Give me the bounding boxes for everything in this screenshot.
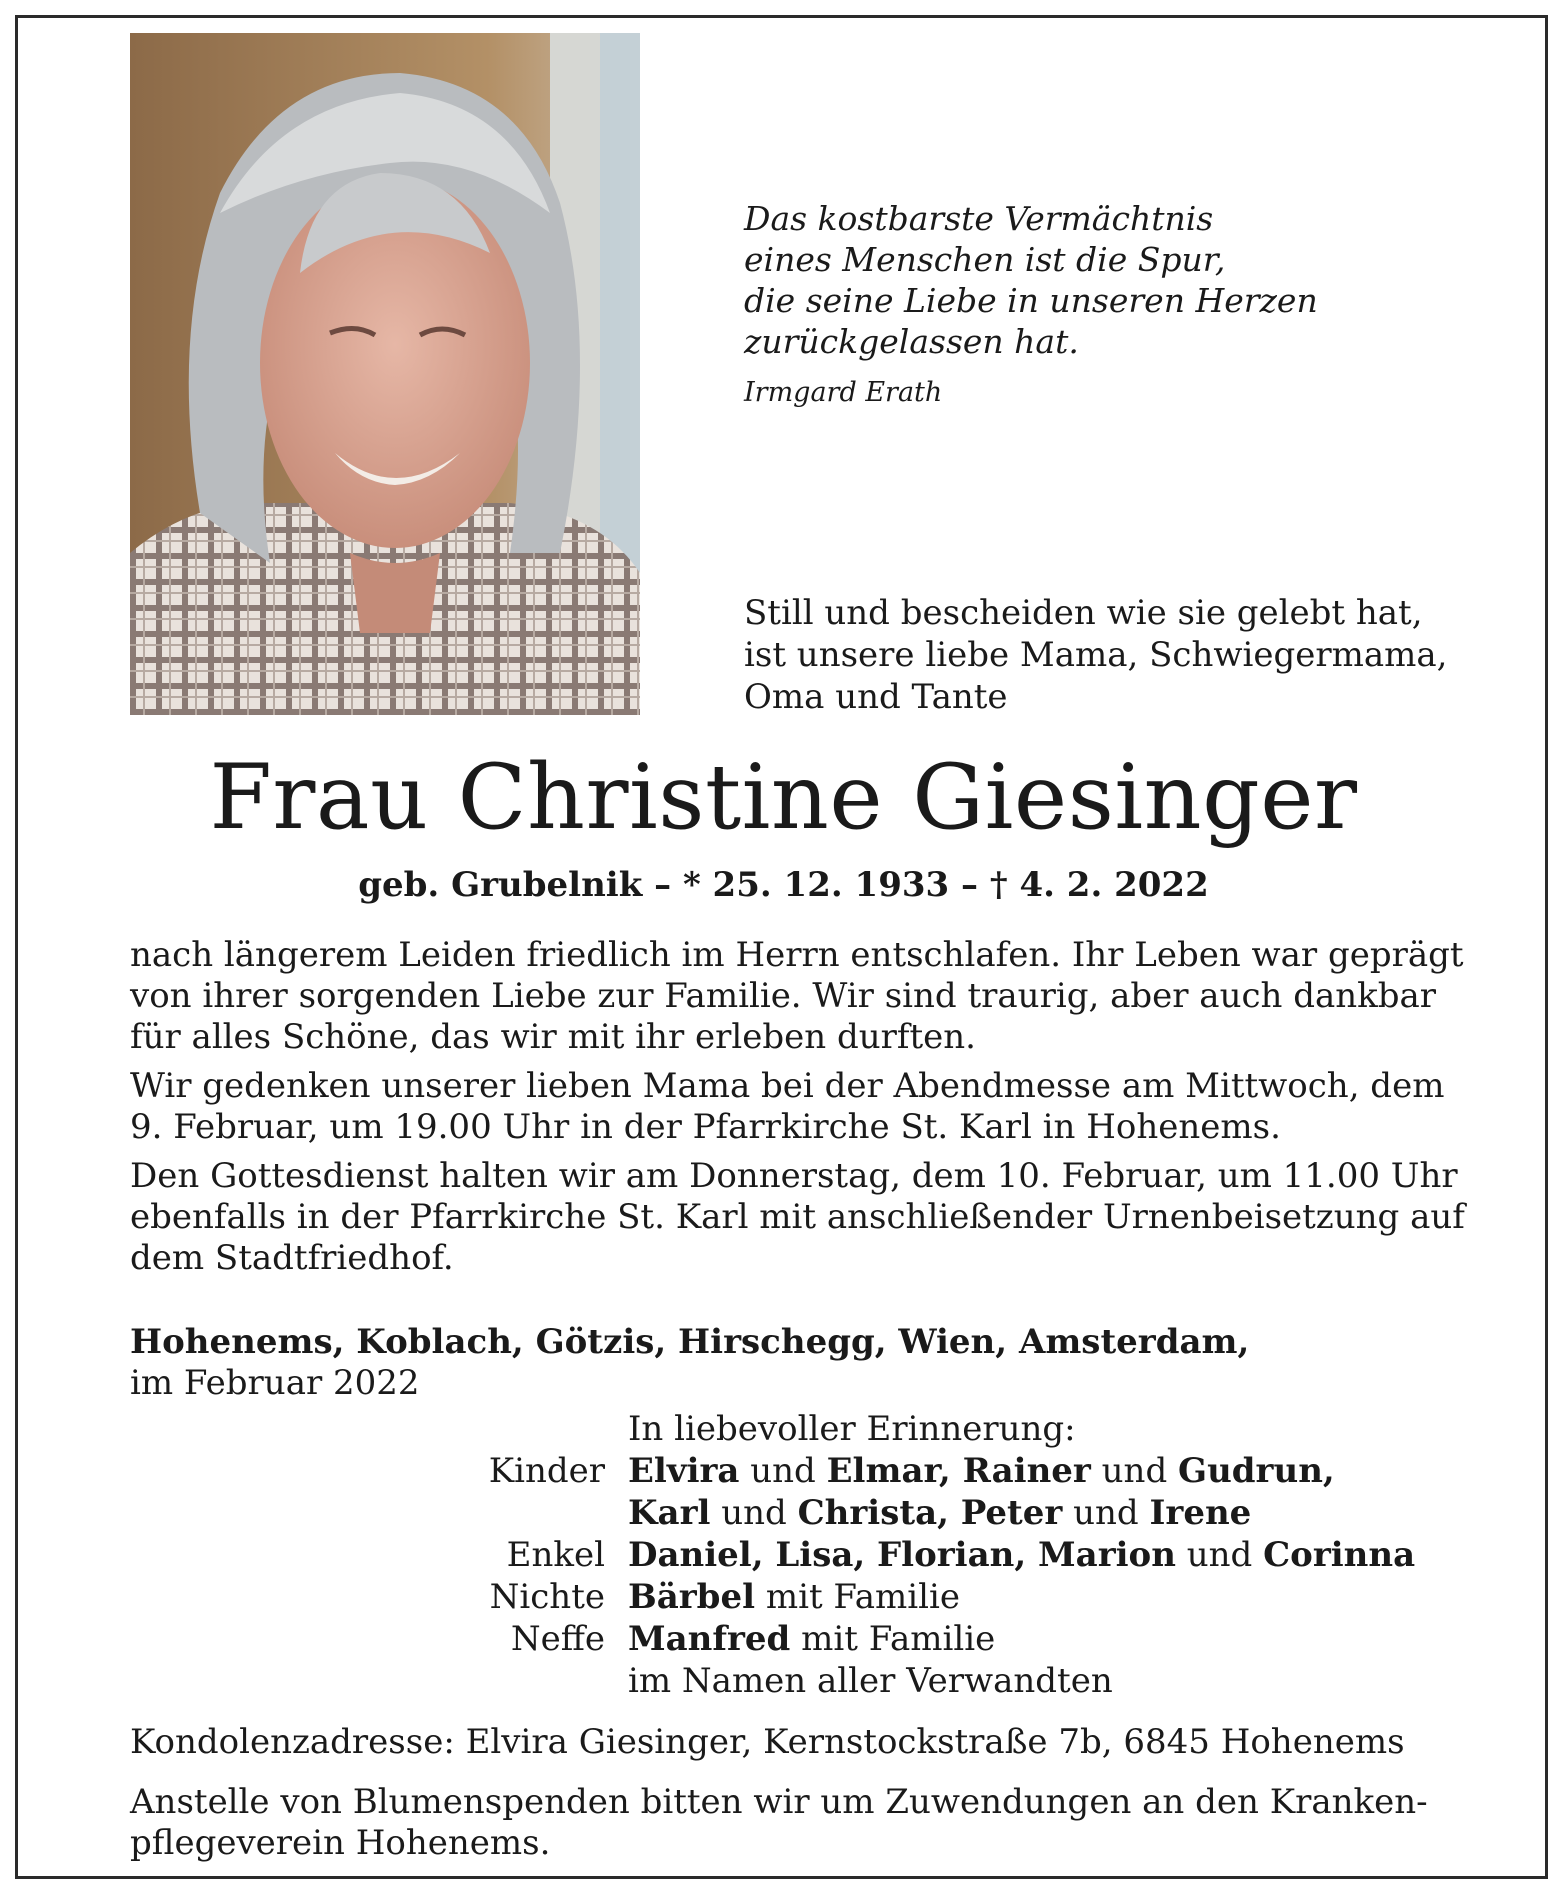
family-row-children-2 (0, 1492, 1567, 1534)
paragraph-line: Wir gedenken unserer lieben Mama bei der Abendmesse am Mittwoch, dem (130, 1066, 1445, 1106)
quote-line: die seine Liebe in unseren Herzen (744, 281, 1318, 320)
notice-body (130, 935, 1465, 1287)
connector-word: und (739, 1451, 827, 1491)
intro-line: ist unsere liebe Mama, Schwiegermama, (744, 635, 1448, 675)
intro-line: Still und bescheiden wie sie gelebt hat, (744, 593, 1423, 633)
connector-word: und (1062, 1493, 1150, 1533)
connector-word: mit Familie (790, 1619, 996, 1659)
family-row-niece (0, 1576, 1567, 1618)
paragraph-line: für alles Schöne, das wir mit ihr erleben durften. (130, 1017, 976, 1057)
family-name: Daniel, Lisa, Florian, Marion (628, 1535, 1176, 1575)
donation-line: pflegeverein Hohenems. (130, 1823, 551, 1863)
places-and-date (130, 1322, 1249, 1404)
quote-author: Irmgard Erath (744, 377, 943, 408)
family-name: Corinna (1263, 1535, 1416, 1575)
family-closing-row (0, 1660, 1567, 1702)
connector-word: und (710, 1493, 798, 1533)
family-closing: im Namen aller Verwandten (628, 1661, 1113, 1701)
family-name: Elmar, Rainer (826, 1451, 1091, 1491)
donation-line: Anstelle von Blumenspenden bitten wir um Zuwendungen an den Kranken- (130, 1782, 1428, 1822)
family-row-children (0, 1450, 1567, 1492)
children-names (628, 1492, 1251, 1534)
family-name: Manfred (628, 1619, 791, 1659)
connector-word: mit Familie (755, 1577, 960, 1617)
children-names (628, 1450, 1335, 1492)
quote-line: zurückgelassen hat. (744, 322, 1079, 361)
grandchildren-label: Enkel (506, 1535, 605, 1575)
paragraph-service (130, 1156, 1465, 1279)
paragraph-evening-mass (130, 1066, 1445, 1148)
family-name: Gudrun, (1178, 1451, 1335, 1491)
nephew-name (628, 1618, 995, 1660)
connector-word: und (1175, 1535, 1264, 1575)
quote-line: eines Menschen ist die Spur, (744, 240, 1226, 279)
places-cities: Hohenems, Koblach, Götzis, Hirschegg, Wien, Amsterdam, (130, 1322, 1250, 1362)
family-name: Christa, Peter (797, 1493, 1063, 1533)
family-row-grandchildren (0, 1534, 1567, 1576)
children-label: Kinder (488, 1451, 605, 1491)
grandchildren-names (628, 1534, 1415, 1576)
paragraph-line: nach längerem Leiden friedlich im Herrn entschlafen. Ihr Leben war geprägt (130, 935, 1464, 975)
deceased-name: Frau Christine Giesinger (209, 745, 1358, 850)
condolence-address: Kondolenzadresse: Elvira Giesinger, Kernstockstraße 7b, 6845 Hohenems (130, 1722, 1405, 1762)
family-name: Karl (628, 1493, 711, 1533)
niece-label: Nichte (489, 1577, 605, 1617)
paragraph-passing (130, 935, 1464, 1058)
niece-name (628, 1576, 960, 1618)
family-heading: In liebevoller Erinnerung: (628, 1409, 1076, 1449)
quote-line: Das kostbarste Vermächtnis (744, 199, 1214, 238)
life-dates: geb. Grubelnik – * 25. 12. 1933 – † 4. 2. 2022 (358, 865, 1209, 905)
donation-note (130, 1782, 1460, 1864)
notice-date: im Februar 2022 (130, 1363, 420, 1403)
paragraph-line: ebenfalls in der Pfarrkirche St. Karl mit anschließender Urnenbeisetzung auf (130, 1197, 1465, 1237)
family-row-nephew (0, 1618, 1567, 1660)
family-name: Irene (1149, 1493, 1252, 1533)
family-list (0, 1408, 1567, 1702)
paragraph-line: Den Gottesdienst halten wir am Donnerstag, dem 10. Februar, um 11.00 Uhr (130, 1156, 1458, 1196)
intro-text (744, 592, 1448, 718)
paragraph-line: von ihrer sorgenden Liebe zur Familie. Wir sind traurig, aber auch dankbar (130, 976, 1437, 1016)
family-heading-row (0, 1408, 1567, 1450)
family-name: Bärbel (628, 1577, 756, 1617)
paragraph-line: 9. Februar, um 19.00 Uhr in der Pfarrkirche St. Karl in Hohenems. (130, 1107, 1281, 1147)
memorial-quote (744, 198, 1444, 362)
family-name: Elvira (628, 1451, 740, 1491)
nephew-label: Neffe (510, 1619, 605, 1659)
portrait-photo (130, 33, 640, 715)
paragraph-line: dem Stadtfriedhof. (130, 1238, 454, 1278)
intro-line: Oma und Tante (744, 677, 1008, 717)
connector-word: und (1090, 1451, 1179, 1491)
